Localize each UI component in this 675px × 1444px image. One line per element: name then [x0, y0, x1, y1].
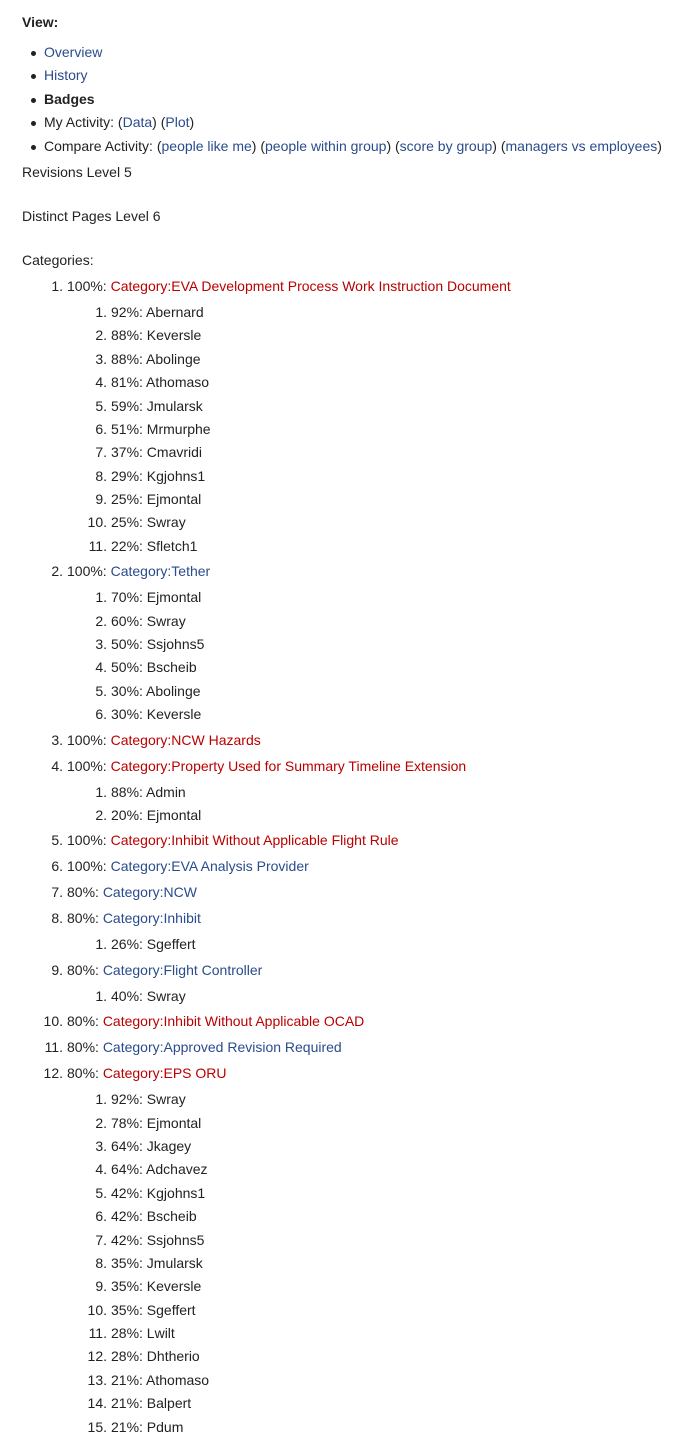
user-row	[22, 1208, 675, 1225]
category-number: 5.	[51, 832, 63, 849]
user-number: 4.	[95, 659, 107, 676]
user-entry: 22%: Sfletch1	[111, 537, 198, 554]
category-row	[22, 1039, 675, 1056]
category-item	[22, 278, 675, 563]
bullet-icon	[31, 74, 36, 79]
user-row	[22, 1232, 675, 1249]
category-link[interactable]: Category:EVA Analysis Provider	[110, 858, 309, 875]
category-user-list	[22, 304, 675, 555]
category-link[interactable]: Category:EPS ORU	[102, 1065, 227, 1082]
user-number: 13.	[87, 1371, 107, 1388]
category-row	[22, 884, 675, 901]
category-number: 6.	[51, 858, 63, 875]
view-link-people-like-me[interactable]: people like me	[161, 137, 252, 154]
view-current-badges: Badges	[44, 90, 95, 107]
user-entry: 88%: Keversle	[111, 327, 202, 344]
category-item	[22, 563, 675, 731]
category-number: 7.	[51, 884, 63, 901]
user-row	[22, 589, 675, 606]
user-entry: 28%: Lwilt	[111, 1325, 175, 1342]
category-text	[63, 832, 399, 849]
user-entry: 35%: Jmularsk	[111, 1254, 203, 1271]
view-link-data[interactable]: Data	[122, 114, 153, 131]
user-row	[22, 491, 675, 508]
category-row	[22, 1013, 675, 1030]
bullet-icon	[31, 145, 36, 150]
category-text	[63, 910, 201, 927]
user-number: 1.	[95, 1091, 107, 1108]
user-number: 3.	[95, 1137, 107, 1154]
category-link[interactable]: Category:NCW	[102, 884, 197, 901]
user-number: 9.	[95, 1278, 107, 1295]
category-user-list	[22, 1091, 675, 1435]
view-link-overview[interactable]: Overview	[44, 44, 103, 60]
category-user-list	[22, 589, 675, 723]
user-number: 4.	[95, 1161, 107, 1178]
user-number: 7.	[95, 444, 107, 461]
user-entry: 59%: Jmularsk	[111, 397, 203, 414]
user-entry: 64%: Adchavez	[111, 1161, 208, 1178]
user-entry: 21%: Pdum	[111, 1418, 184, 1435]
user-number: 8.	[95, 1254, 107, 1271]
user-row	[22, 1302, 675, 1319]
category-percent: 100%:	[67, 731, 111, 748]
view-link-history[interactable]: History	[44, 67, 88, 84]
user-entry: 25%: Swray	[111, 514, 186, 531]
view-menu-item: My Activity: (Data) (Plot)	[44, 114, 675, 131]
distinct-pages-level: Distinct Pages Level 6	[22, 207, 161, 224]
user-row	[22, 351, 675, 368]
user-entry: 81%: Athomaso	[111, 374, 210, 391]
user-number: 1.	[95, 303, 107, 320]
revisions-level: Revisions Level 5	[22, 163, 132, 180]
user-number: 4.	[95, 374, 107, 391]
user-row	[22, 468, 675, 485]
user-row	[22, 807, 675, 824]
category-percent: 80%:	[67, 884, 103, 901]
user-row	[22, 784, 675, 801]
view-link-managers-vs-employees[interactable]: managers vs employees	[505, 137, 658, 154]
user-row	[22, 613, 675, 630]
category-number: 3.	[51, 731, 63, 748]
category-text	[63, 1039, 342, 1056]
category-percent: 100%:	[67, 858, 111, 875]
view-menu-item	[44, 67, 675, 84]
category-text	[63, 732, 261, 749]
category-link[interactable]: Category:Inhibit Without Applicable OCAD	[102, 1013, 365, 1030]
user-number: 2.	[95, 612, 107, 629]
user-entry: 30%: Abolinge	[111, 682, 201, 699]
user-entry: 37%: Cmavridi	[111, 444, 203, 461]
category-row	[22, 278, 675, 295]
user-entry: 35%: Sgeffert	[111, 1301, 196, 1318]
user-entry: 35%: Keversle	[111, 1278, 202, 1295]
view-menu	[22, 44, 675, 155]
user-entry: 50%: Bscheib	[111, 659, 197, 676]
category-item	[22, 962, 675, 1013]
view-menu-item	[44, 91, 675, 108]
user-row	[22, 1325, 675, 1342]
category-row	[22, 858, 675, 875]
category-number: 8.	[51, 910, 63, 927]
user-number: 1.	[95, 783, 107, 800]
category-text	[63, 278, 511, 295]
category-percent: 80%:	[67, 961, 103, 978]
user-row	[22, 327, 675, 344]
category-link[interactable]: Category:NCW Hazards	[110, 731, 261, 748]
user-row	[22, 1138, 675, 1155]
category-link[interactable]: Category:Property Used for Summary Timeline Extension	[110, 757, 467, 774]
user-number: 11.	[88, 1325, 107, 1342]
user-number: 3.	[95, 350, 107, 367]
category-item	[22, 1039, 675, 1056]
category-row	[22, 732, 675, 749]
user-number: 2.	[95, 1114, 107, 1131]
user-row	[22, 706, 675, 723]
view-heading: View:	[22, 14, 59, 30]
user-number: 5.	[95, 1184, 107, 1201]
user-number: 11.	[88, 537, 107, 554]
user-number: 5.	[95, 397, 107, 414]
user-entry: 40%: Swray	[111, 987, 186, 1004]
user-entry: 30%: Keversle	[111, 706, 202, 723]
category-row	[22, 1065, 675, 1082]
user-number: 10.	[87, 1301, 107, 1318]
bullet-icon	[31, 98, 36, 103]
category-user-list	[22, 784, 675, 824]
category-percent: 100%:	[67, 832, 111, 849]
user-entry: 60%: Swray	[111, 612, 186, 629]
user-row	[22, 683, 675, 700]
category-number: 11.	[44, 1039, 63, 1056]
category-row	[22, 563, 675, 580]
category-link[interactable]: Category:Flight Controller	[102, 961, 263, 978]
category-item	[22, 832, 675, 849]
category-number: 10.	[43, 1013, 63, 1030]
user-entry: 50%: Ssjohns5	[111, 636, 205, 653]
user-entry: 78%: Ejmontal	[111, 1114, 202, 1131]
user-entry: 42%: Kgjohns1	[111, 1184, 206, 1201]
user-row	[22, 1348, 675, 1365]
user-number: 2.	[95, 806, 107, 823]
category-link[interactable]: Category:EVA Development Process Work Instruction Document	[110, 277, 511, 294]
category-item	[22, 1013, 675, 1030]
user-entry: 29%: Kgjohns1	[111, 467, 206, 484]
user-row	[22, 1161, 675, 1178]
categories-heading: Categories:	[22, 251, 94, 268]
user-entry: 88%: Abolinge	[111, 350, 201, 367]
category-percent: 80%:	[67, 1039, 103, 1056]
category-item	[22, 884, 675, 901]
view-menu-item	[44, 44, 675, 61]
category-number: 1.	[51, 277, 63, 294]
user-row	[22, 1091, 675, 1108]
user-row	[22, 636, 675, 653]
user-row	[22, 936, 675, 953]
category-row	[22, 962, 675, 979]
category-user-list	[22, 988, 675, 1005]
user-row	[22, 659, 675, 676]
user-number: 12.	[87, 1348, 107, 1365]
category-number: 12.	[43, 1065, 63, 1082]
category-row	[22, 758, 675, 775]
category-percent: 100%:	[67, 757, 111, 774]
user-row	[22, 1255, 675, 1272]
user-number: 2.	[95, 327, 107, 344]
user-row	[22, 1395, 675, 1412]
user-row	[22, 1185, 675, 1202]
user-number: 1.	[95, 936, 107, 953]
category-text	[63, 1065, 227, 1082]
user-row	[22, 538, 675, 555]
user-row	[22, 1419, 675, 1436]
category-row	[22, 832, 675, 849]
category-text	[63, 884, 197, 901]
category-row	[22, 910, 675, 927]
user-row	[22, 514, 675, 531]
user-entry: 42%: Bscheib	[111, 1208, 197, 1225]
category-text	[63, 563, 210, 580]
user-entry: 21%: Athomaso	[111, 1371, 210, 1388]
user-row	[22, 1115, 675, 1132]
user-number: 14.	[87, 1395, 107, 1412]
category-link[interactable]: Category:Inhibit	[102, 910, 201, 927]
user-number: 8.	[95, 467, 107, 484]
user-row	[22, 1278, 675, 1295]
category-item	[22, 1065, 675, 1444]
bullet-icon	[31, 121, 36, 126]
category-number: 2.	[51, 563, 63, 580]
user-number: 10.	[87, 514, 107, 531]
category-link[interactable]: Category:Tether	[110, 563, 211, 580]
category-number: 9.	[51, 961, 63, 978]
category-link[interactable]: Category:Approved Revision Required	[102, 1039, 342, 1056]
categories-list	[22, 278, 675, 1444]
category-text	[63, 758, 466, 775]
user-entry: 20%: Ejmontal	[111, 806, 202, 823]
category-link[interactable]: Category:Inhibit Without Applicable Flight Rule	[110, 832, 399, 849]
user-entry: 92%: Swray	[111, 1091, 186, 1108]
user-row	[22, 444, 675, 461]
view-menu-item: Compare Activity: (people like me) (people within group) (score by group) (managers vs employees)	[44, 138, 675, 155]
user-entry: 26%: Sgeffert	[111, 936, 196, 953]
category-number: 4.	[51, 757, 63, 774]
user-number: 9.	[95, 491, 107, 508]
user-entry: 51%: Mrmurphe	[111, 420, 211, 437]
category-text	[63, 858, 309, 875]
user-entry: 88%: Admin	[111, 783, 186, 800]
user-entry: 64%: Jkagey	[111, 1137, 192, 1154]
category-percent: 100%:	[67, 563, 111, 580]
user-number: 1.	[95, 589, 107, 606]
view-link-score-by-group[interactable]: score by group	[399, 137, 493, 154]
category-text	[63, 1013, 364, 1030]
user-number: 6.	[95, 706, 107, 723]
user-number: 7.	[95, 1231, 107, 1248]
user-number: 15.	[87, 1418, 107, 1435]
user-row	[22, 1372, 675, 1389]
category-percent: 80%:	[67, 1013, 103, 1030]
user-row	[22, 398, 675, 415]
bullet-icon	[31, 51, 36, 56]
category-item	[22, 858, 675, 875]
user-number: 6.	[95, 420, 107, 437]
user-entry: 21%: Balpert	[111, 1395, 192, 1412]
category-item	[22, 910, 675, 961]
view-label: Compare Activity:	[44, 137, 157, 154]
user-entry: 70%: Ejmontal	[111, 589, 202, 606]
category-percent: 100%:	[67, 277, 111, 294]
user-row	[22, 988, 675, 1005]
user-number: 3.	[95, 636, 107, 653]
user-row	[22, 304, 675, 321]
user-row	[22, 374, 675, 391]
category-item	[22, 758, 675, 833]
user-entry: 42%: Ssjohns5	[111, 1231, 205, 1248]
category-percent: 80%:	[67, 910, 103, 927]
category-item	[22, 732, 675, 749]
user-number: 5.	[95, 682, 107, 699]
user-entry: 25%: Ejmontal	[111, 491, 202, 508]
view-link-people-within-group[interactable]: people within group	[265, 137, 387, 154]
user-entry: 92%: Abernard	[111, 303, 204, 320]
view-label: My Activity:	[44, 114, 118, 131]
category-text	[63, 962, 262, 979]
user-number: 6.	[95, 1208, 107, 1225]
category-user-list	[22, 936, 675, 953]
user-row	[22, 421, 675, 438]
category-percent: 80%:	[67, 1065, 103, 1082]
view-link-plot[interactable]: Plot	[165, 114, 190, 131]
user-number: 1.	[95, 987, 107, 1004]
user-entry: 28%: Dhtherio	[111, 1348, 200, 1365]
